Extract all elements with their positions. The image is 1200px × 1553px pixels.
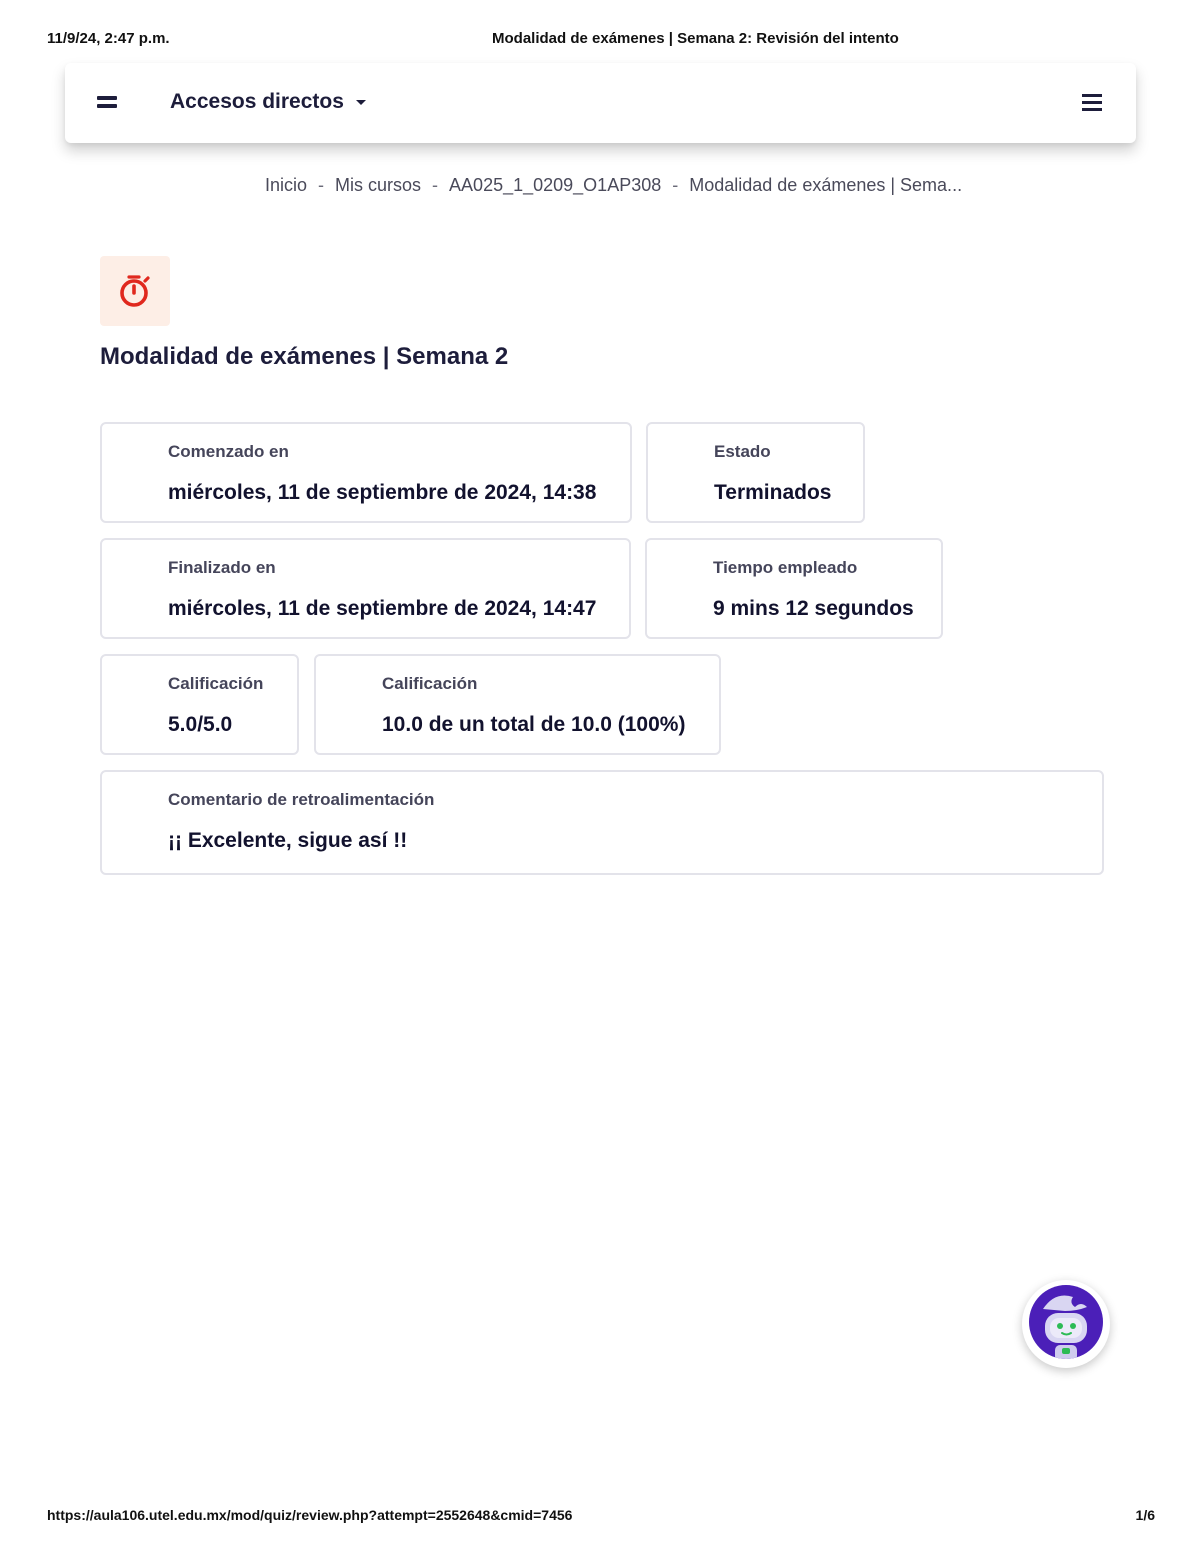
completed-on-label: Finalizado en: [168, 558, 276, 577]
started-on-card: [100, 422, 632, 523]
quiz-activity-icon-box: [100, 256, 170, 326]
completed-on-value: miércoles, 11 de septiembre de 2024, 14:47: [168, 597, 597, 620]
marks-value: 5.0/5.0: [168, 713, 233, 736]
marks-card: [100, 654, 299, 755]
menu-icon-button[interactable]: [1082, 94, 1102, 112]
started-on-value: miércoles, 11 de septiembre de 2024, 14:38: [168, 481, 597, 504]
menu-icon-bar: [1082, 94, 1102, 97]
breadcrumb-home[interactable]: Inicio: [265, 175, 308, 195]
marks-label: Calificación: [168, 674, 264, 693]
stopwatch-icon: [116, 272, 154, 310]
shortcuts-label: Accesos directos: [170, 90, 344, 113]
breadcrumb-my-courses[interactable]: Mis cursos: [335, 175, 422, 195]
top-navbar: [65, 63, 1136, 143]
hamburger-icon-bar: [97, 104, 117, 108]
state-label: Estado: [714, 442, 771, 461]
breadcrumb: [265, 175, 962, 196]
breadcrumb-separator: -: [672, 175, 679, 195]
chatbot-robot-icon: [1029, 1285, 1103, 1363]
completed-on-card: [100, 538, 631, 639]
state-card: [646, 422, 865, 523]
breadcrumb-quiz[interactable]: Modalidad de exámenes | Sema...: [689, 175, 963, 195]
feedback-label: Comentario de retroalimentación: [168, 790, 435, 809]
print-page-number: 1/6: [1135, 1507, 1155, 1523]
feedback-value: ¡¡ Excelente, sigue así !!: [168, 829, 408, 852]
breadcrumb-course[interactable]: AA025_1_0209_O1AP308: [449, 175, 662, 195]
print-date: 11/9/24, 2:47 p.m.: [47, 30, 170, 47]
chatbot-launcher-button[interactable]: [1022, 1280, 1110, 1368]
print-url: https://aula106.utel.edu.mx/mod/quiz/review.php?attempt=2552648&cmid=7456: [47, 1507, 573, 1523]
grade-card: [314, 654, 721, 755]
feedback-card: [100, 770, 1104, 875]
print-document-title: Modalidad de exámenes | Semana 2: Revisión del intento: [492, 30, 899, 47]
page-title: Modalidad de exámenes | Semana 2: [100, 343, 509, 370]
menu-icon-bar: [1082, 101, 1102, 104]
time-taken-card: [645, 538, 943, 639]
menu-icon-bar: [1082, 108, 1102, 111]
time-taken-label: Tiempo empleado: [713, 558, 858, 577]
state-value: Terminados: [714, 481, 832, 504]
grade-label: Calificación: [382, 674, 478, 693]
print-footer: [0, 1507, 1200, 1527]
drawer-toggle-button[interactable]: [95, 93, 119, 113]
time-taken-value: 9 mins 12 segundos: [713, 597, 914, 620]
started-on-label: Comenzado en: [168, 442, 289, 461]
grade-value: 10.0 de un total de 10.0 (100%): [382, 713, 686, 736]
breadcrumb-separator: -: [432, 175, 439, 195]
breadcrumb-separator: -: [318, 175, 325, 195]
caret-down-icon: [356, 100, 366, 105]
print-header: [0, 30, 1200, 50]
shortcuts-dropdown[interactable]: [170, 90, 366, 114]
hamburger-icon-bar: [97, 96, 117, 100]
